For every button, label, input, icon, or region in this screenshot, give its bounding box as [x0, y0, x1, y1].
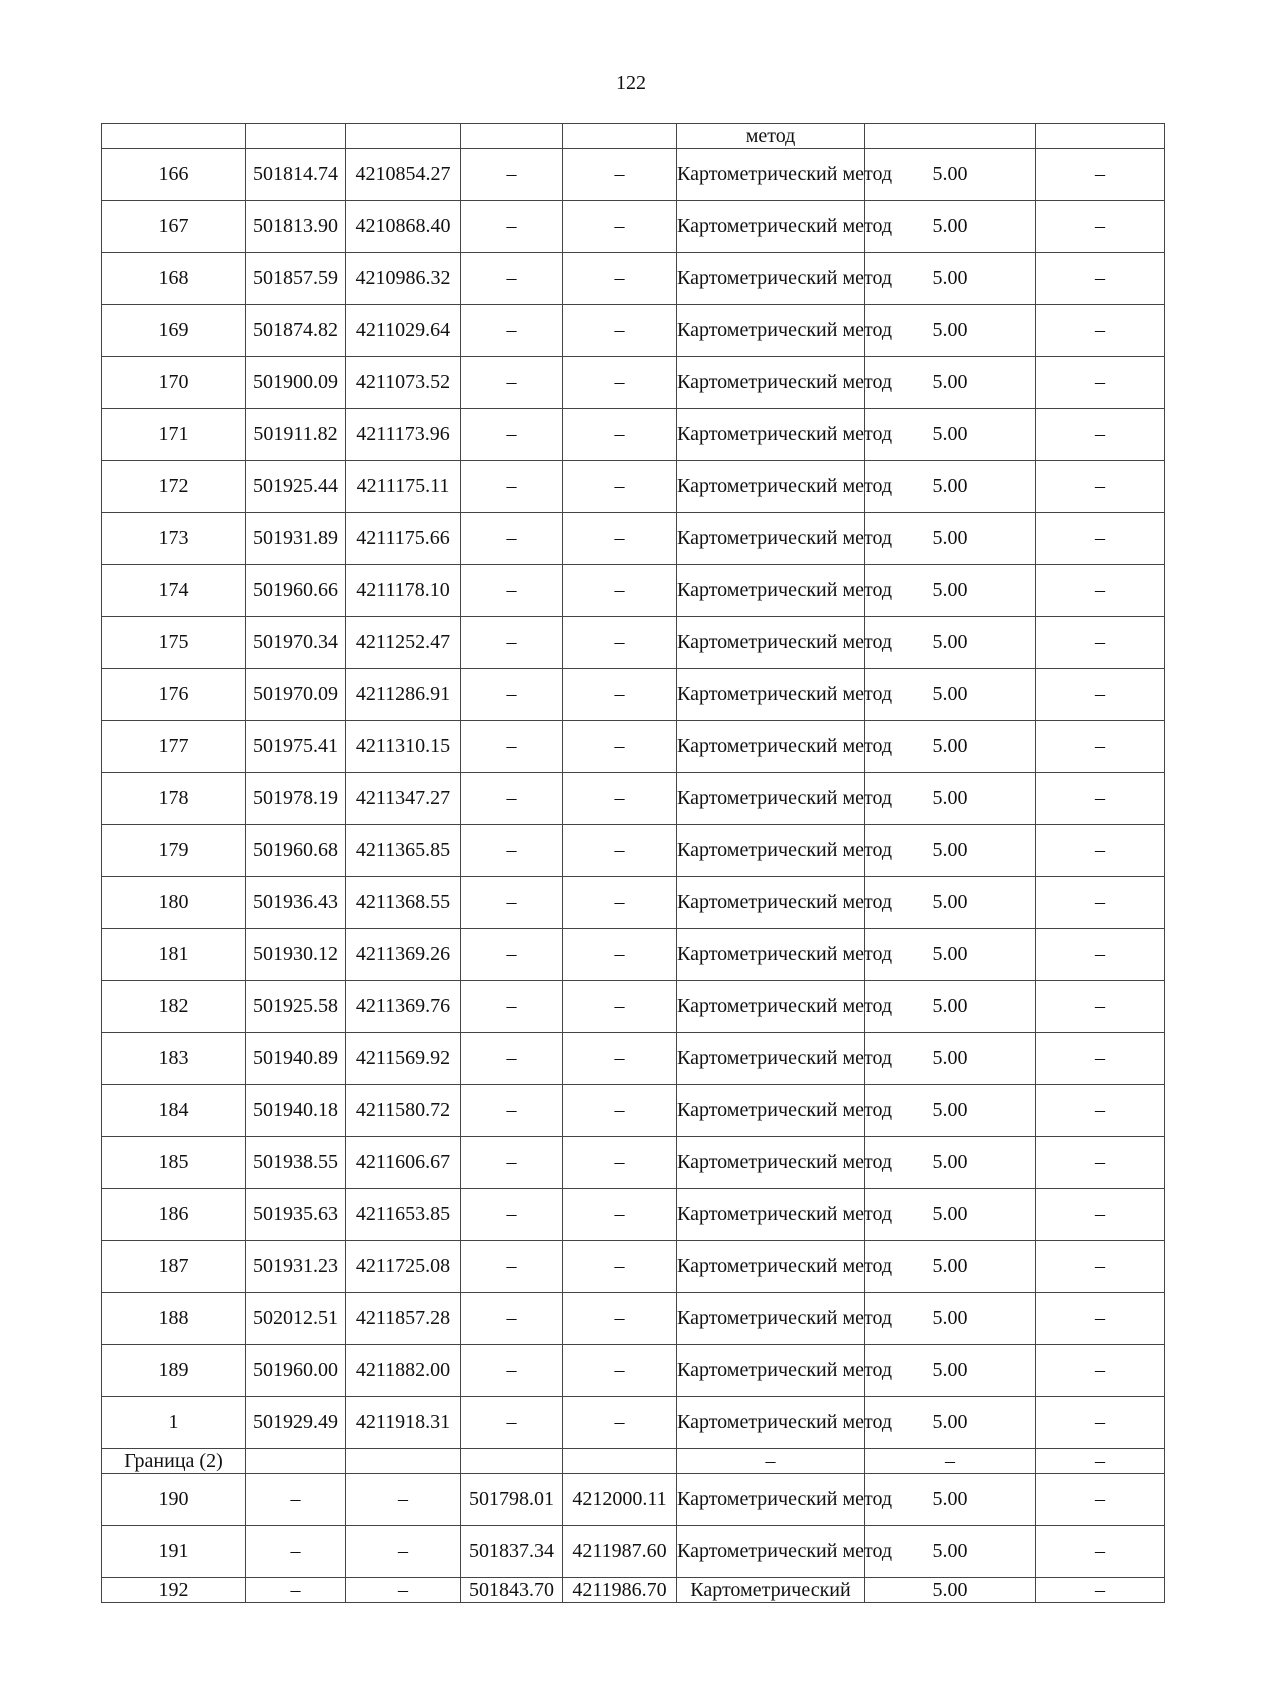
cell-method: Картометрический метод — [677, 565, 865, 617]
cell-accuracy: 5.00 — [865, 1085, 1036, 1137]
cell-y-new: – — [563, 773, 677, 825]
cell-y-existing: 4211580.72 — [346, 1085, 461, 1137]
cell-note: – — [1036, 721, 1165, 773]
table-row — [102, 513, 1165, 565]
cell-x-existing: 501960.00 — [246, 1345, 346, 1397]
cell-note: – — [1036, 877, 1165, 929]
cell-note: – — [1036, 461, 1165, 513]
cell-method: Картометрический метод — [677, 201, 865, 253]
table-row — [102, 305, 1165, 357]
cell-x-existing: 501940.89 — [246, 1033, 346, 1085]
cell-x-existing: 501900.09 — [246, 357, 346, 409]
cell-x-existing: 501940.18 — [246, 1085, 346, 1137]
cell-accuracy: 5.00 — [865, 1526, 1036, 1578]
cell-y-new: – — [563, 617, 677, 669]
cell-method: Картометрический метод — [677, 1137, 865, 1189]
cell-x-new: – — [461, 877, 563, 929]
cell-y-existing: 4211857.28 — [346, 1293, 461, 1345]
cell-point-number: 167 — [102, 201, 246, 253]
cell-x-new: – — [461, 201, 563, 253]
cell-method: Картометрический метод — [677, 877, 865, 929]
cell-y-new: – — [563, 201, 677, 253]
cell-note: – — [1036, 409, 1165, 461]
cell-y-existing: 4210868.40 — [346, 201, 461, 253]
table-row — [102, 253, 1165, 305]
cell-point-number: 186 — [102, 1189, 246, 1241]
cell-y-new: – — [563, 929, 677, 981]
cell-note: – — [1036, 565, 1165, 617]
cell-y-new: – — [563, 253, 677, 305]
cell-accuracy: 5.00 — [865, 305, 1036, 357]
table-row — [102, 1033, 1165, 1085]
cell-accuracy: 5.00 — [865, 1293, 1036, 1345]
table-row — [102, 1474, 1165, 1526]
cell-y-new: – — [563, 357, 677, 409]
cell-y-existing: 4211347.27 — [346, 773, 461, 825]
cell-y-new: 4211986.70 — [563, 1578, 677, 1603]
cell-y-new: – — [563, 1397, 677, 1449]
cell-x-new: – — [461, 1033, 563, 1085]
cell-y-new: – — [563, 877, 677, 929]
cell-x-new: 501837.34 — [461, 1526, 563, 1578]
table-row-section — [102, 1449, 1165, 1474]
cell-point-number: 184 — [102, 1085, 246, 1137]
cell-point-number: 175 — [102, 617, 246, 669]
cell-x-new: – — [461, 305, 563, 357]
cell-method: метод — [677, 124, 865, 149]
cell-y-existing: 4211653.85 — [346, 1189, 461, 1241]
cell-point-number: 189 — [102, 1345, 246, 1397]
cell-point-number: 180 — [102, 877, 246, 929]
cell-x-existing: 501925.58 — [246, 981, 346, 1033]
cell-empty — [563, 1449, 677, 1474]
cell-note: – — [1036, 1085, 1165, 1137]
cell-point-number: 191 — [102, 1526, 246, 1578]
cell-y-new: 4211987.60 — [563, 1526, 677, 1578]
cell-x-existing: 501911.82 — [246, 409, 346, 461]
cell-y-existing: 4211310.15 — [346, 721, 461, 773]
cell-method: Картометрический метод — [677, 1397, 865, 1449]
cell-x-new: – — [461, 1397, 563, 1449]
cell-method: Картометрический метод — [677, 1293, 865, 1345]
cell-method: Картометрический метод — [677, 981, 865, 1033]
cell-y-new: – — [563, 825, 677, 877]
cell-point-number: 170 — [102, 357, 246, 409]
cell-x-new: – — [461, 669, 563, 721]
cell-accuracy: 5.00 — [865, 1189, 1036, 1241]
cell-y-existing: 4211369.26 — [346, 929, 461, 981]
cell-x-existing: 501936.43 — [246, 877, 346, 929]
cell-x-new: – — [461, 149, 563, 201]
table-row — [102, 1241, 1165, 1293]
table-row — [102, 1137, 1165, 1189]
table-row — [102, 773, 1165, 825]
cell-point-number: 168 — [102, 253, 246, 305]
cell-y-existing: 4211252.47 — [346, 617, 461, 669]
cell-point-number: 188 — [102, 1293, 246, 1345]
cell-point-number: 174 — [102, 565, 246, 617]
cell-method: Картометрический метод — [677, 1345, 865, 1397]
cell-accuracy: 5.00 — [865, 1474, 1036, 1526]
cell-y-existing: 4211569.92 — [346, 1033, 461, 1085]
cell-method: Картометрический метод — [677, 357, 865, 409]
cell-method: Картометрический метод — [677, 1033, 865, 1085]
page-number: 122 — [616, 72, 646, 94]
cell-point-number: 187 — [102, 1241, 246, 1293]
cell-y-existing: 4210854.27 — [346, 149, 461, 201]
cell-point-number: 178 — [102, 773, 246, 825]
cell-method: Картометрический метод — [677, 1526, 865, 1578]
cell-y-existing: 4211606.67 — [346, 1137, 461, 1189]
cell-point-number: 190 — [102, 1474, 246, 1526]
cell-accuracy: 5.00 — [865, 1137, 1036, 1189]
cell-x-new: – — [461, 461, 563, 513]
cell-method: Картометрический метод — [677, 617, 865, 669]
cell-method: Картометрический метод — [677, 149, 865, 201]
table-row — [102, 565, 1165, 617]
cell-x-existing: 501814.74 — [246, 149, 346, 201]
cell-y-existing: 4211918.31 — [346, 1397, 461, 1449]
cell-y-existing: – — [346, 1578, 461, 1603]
cell-y-new: – — [563, 1293, 677, 1345]
table-row — [102, 617, 1165, 669]
cell-y-new: – — [563, 1189, 677, 1241]
cell-x-new: – — [461, 357, 563, 409]
cell-note: – — [1036, 773, 1165, 825]
cell-y-existing: 4211173.96 — [346, 409, 461, 461]
cell-x-existing: 501857.59 — [246, 253, 346, 305]
cell-accuracy: 5.00 — [865, 253, 1036, 305]
cell-point-number: 171 — [102, 409, 246, 461]
table-row — [102, 877, 1165, 929]
cell-method: – — [677, 1449, 865, 1474]
cell-x-new: – — [461, 1293, 563, 1345]
cell-point-number: 172 — [102, 461, 246, 513]
cell-x-new: – — [461, 773, 563, 825]
cell-x-new: – — [461, 409, 563, 461]
cell-x-existing: 501931.89 — [246, 513, 346, 565]
cell-point-number: 183 — [102, 1033, 246, 1085]
cell-y-existing: 4211029.64 — [346, 305, 461, 357]
cell-x-new: – — [461, 929, 563, 981]
cell-x-existing: 501935.63 — [246, 1189, 346, 1241]
cell-y-existing: 4211365.85 — [346, 825, 461, 877]
cell-empty — [246, 1449, 346, 1474]
cell-point-number: 169 — [102, 305, 246, 357]
cell-x-new: – — [461, 565, 563, 617]
cell-y-existing: 4211175.66 — [346, 513, 461, 565]
cell-accuracy: 5.00 — [865, 773, 1036, 825]
cell-x-new: – — [461, 253, 563, 305]
cell-empty — [461, 1449, 563, 1474]
cell-x-new: – — [461, 617, 563, 669]
cell-y-existing: 4211073.52 — [346, 357, 461, 409]
cell-x-existing: 501975.41 — [246, 721, 346, 773]
cell-accuracy: 5.00 — [865, 1397, 1036, 1449]
cell-x-new: – — [461, 1137, 563, 1189]
cell-y-new: – — [563, 565, 677, 617]
cell-note: – — [1036, 201, 1165, 253]
cell-y-existing: 4211882.00 — [346, 1345, 461, 1397]
cell-note: – — [1036, 1137, 1165, 1189]
cell-y-new: – — [563, 981, 677, 1033]
cell-x-new: – — [461, 1241, 563, 1293]
cell-x-existing: 501978.19 — [246, 773, 346, 825]
cell-x-new: – — [461, 1345, 563, 1397]
cell-x-existing: 501960.66 — [246, 565, 346, 617]
table-row — [102, 149, 1165, 201]
cell-method: Картометрический метод — [677, 305, 865, 357]
cell-x-existing: 501874.82 — [246, 305, 346, 357]
cell-note: – — [1036, 1578, 1165, 1603]
cell-accuracy: 5.00 — [865, 513, 1036, 565]
cell-note: – — [1036, 357, 1165, 409]
cell-method: Картометрический метод — [677, 253, 865, 305]
cell-accuracy: 5.00 — [865, 357, 1036, 409]
cell-method: Картометрический метод — [677, 929, 865, 981]
cell-y-new: – — [563, 1241, 677, 1293]
cell-point-number: 192 — [102, 1578, 246, 1603]
cell-accuracy: 5.00 — [865, 669, 1036, 721]
table-row — [102, 1578, 1165, 1603]
table-row — [102, 357, 1165, 409]
cell-note: – — [1036, 1293, 1165, 1345]
cell-y-new: – — [563, 721, 677, 773]
cell-x-new: – — [461, 513, 563, 565]
cell-y-new: – — [563, 513, 677, 565]
cell-point-number: 181 — [102, 929, 246, 981]
cell-x-existing: 501970.34 — [246, 617, 346, 669]
cell-note: – — [1036, 617, 1165, 669]
cell-point-number: 179 — [102, 825, 246, 877]
cell-y-new: – — [563, 669, 677, 721]
cell-x-existing: 501931.23 — [246, 1241, 346, 1293]
cell-x-new: 501843.70 — [461, 1578, 563, 1603]
cell-note: – — [1036, 149, 1165, 201]
cell-note: – — [1036, 1345, 1165, 1397]
cell-point-number: 177 — [102, 721, 246, 773]
cell-y-existing: 4210986.32 — [346, 253, 461, 305]
cell-x-existing: 501925.44 — [246, 461, 346, 513]
cell-y-existing: – — [346, 1474, 461, 1526]
table-row — [102, 981, 1165, 1033]
cell-x-existing: – — [246, 1474, 346, 1526]
cell-point-number: 1 — [102, 1397, 246, 1449]
cell-note: – — [1036, 513, 1165, 565]
cell-y-new: 4212000.11 — [563, 1474, 677, 1526]
cell-y-new: – — [563, 149, 677, 201]
cell-method: Картометрический метод — [677, 513, 865, 565]
cell-accuracy: 5.00 — [865, 981, 1036, 1033]
cell-accuracy: 5.00 — [865, 721, 1036, 773]
cell-y-existing: 4211175.11 — [346, 461, 461, 513]
cell-note: – — [1036, 1449, 1165, 1474]
cell-x-existing: 501813.90 — [246, 201, 346, 253]
cell-method: Картометрический метод — [677, 1474, 865, 1526]
cell-accuracy: 5.00 — [865, 1033, 1036, 1085]
cell-method: Картометрический метод — [677, 669, 865, 721]
table-row — [102, 825, 1165, 877]
cell-x-existing: 501970.09 — [246, 669, 346, 721]
cell-note: – — [1036, 981, 1165, 1033]
cell-note: – — [1036, 1526, 1165, 1578]
cell-x-new: – — [461, 1189, 563, 1241]
cell-x-existing: 501929.49 — [246, 1397, 346, 1449]
cell-accuracy: 5.00 — [865, 825, 1036, 877]
cell-y-existing: 4211286.91 — [346, 669, 461, 721]
cell-method: Картометрический метод — [677, 773, 865, 825]
cell-y-existing: – — [346, 1526, 461, 1578]
cell-method: Картометрический метод — [677, 461, 865, 513]
cell-y-existing: 4211369.76 — [346, 981, 461, 1033]
cell-x-existing: – — [246, 1526, 346, 1578]
table-row — [102, 201, 1165, 253]
cell-y-new: – — [563, 409, 677, 461]
cell-y-existing: 4211368.55 — [346, 877, 461, 929]
cell-accuracy: 5.00 — [865, 877, 1036, 929]
cell-note: – — [1036, 669, 1165, 721]
cell-x-new: – — [461, 825, 563, 877]
cell-note: – — [1036, 929, 1165, 981]
cell-y-new: – — [563, 305, 677, 357]
cell-point-number: 185 — [102, 1137, 246, 1189]
cell-x-existing: 502012.51 — [246, 1293, 346, 1345]
cell-x-new: – — [461, 981, 563, 1033]
cell-accuracy: 5.00 — [865, 461, 1036, 513]
cell-note: – — [1036, 305, 1165, 357]
table-row — [102, 721, 1165, 773]
cell-note: – — [1036, 1474, 1165, 1526]
cell-accuracy: – — [865, 1449, 1036, 1474]
cell-method: Картометрический метод — [677, 1085, 865, 1137]
table-row — [102, 409, 1165, 461]
cell-x-existing: – — [246, 1578, 346, 1603]
cell-x-existing: 501960.68 — [246, 825, 346, 877]
table-row — [102, 1085, 1165, 1137]
cell-y-new: – — [563, 461, 677, 513]
coordinates-table — [101, 123, 1165, 1603]
table-row — [102, 669, 1165, 721]
table-row — [102, 1526, 1165, 1578]
cell-note: – — [1036, 1241, 1165, 1293]
cell-note: – — [1036, 1397, 1165, 1449]
table-row — [102, 1293, 1165, 1345]
cell-accuracy: 5.00 — [865, 929, 1036, 981]
cell-point-number: 166 — [102, 149, 246, 201]
cell-x-new: 501798.01 — [461, 1474, 563, 1526]
cell-accuracy: 5.00 — [865, 1578, 1036, 1603]
cell-note: – — [1036, 253, 1165, 305]
cell-note: – — [1036, 1033, 1165, 1085]
cell-method: Картометрический метод — [677, 1241, 865, 1293]
cell-method: Картометрический метод — [677, 721, 865, 773]
cell-y-new: – — [563, 1085, 677, 1137]
table-row — [102, 929, 1165, 981]
cell-note: – — [1036, 1189, 1165, 1241]
cell-point-number: 173 — [102, 513, 246, 565]
cell-x-new: – — [461, 1085, 563, 1137]
cell-x-existing: 501930.12 — [246, 929, 346, 981]
cell-accuracy: 5.00 — [865, 1345, 1036, 1397]
cell-point-number: 176 — [102, 669, 246, 721]
cell-y-new: – — [563, 1345, 677, 1397]
cell-point-number: 182 — [102, 981, 246, 1033]
table-row — [102, 1397, 1165, 1449]
cell-x-existing: 501938.55 — [246, 1137, 346, 1189]
cell-accuracy: 5.00 — [865, 149, 1036, 201]
cell-method: Картометрический метод — [677, 1189, 865, 1241]
cell-method: Картометрический — [677, 1578, 865, 1603]
table-row — [102, 1189, 1165, 1241]
table-row — [102, 1345, 1165, 1397]
cell-y-existing: 4211178.10 — [346, 565, 461, 617]
cell-accuracy: 5.00 — [865, 617, 1036, 669]
cell-accuracy: 5.00 — [865, 201, 1036, 253]
cell-y-existing: 4211725.08 — [346, 1241, 461, 1293]
table-row — [102, 461, 1165, 513]
cell-y-new: – — [563, 1033, 677, 1085]
table-row-continued — [102, 124, 1165, 149]
cell-empty — [346, 1449, 461, 1474]
cell-x-new: – — [461, 721, 563, 773]
cell-note: – — [1036, 825, 1165, 877]
section-label: Граница (2) — [102, 1449, 246, 1474]
cell-method: Картометрический метод — [677, 825, 865, 877]
cell-y-new: – — [563, 1137, 677, 1189]
cell-method: Картометрический метод — [677, 409, 865, 461]
cell-accuracy: 5.00 — [865, 565, 1036, 617]
cell-accuracy: 5.00 — [865, 1241, 1036, 1293]
cell-accuracy: 5.00 — [865, 409, 1036, 461]
